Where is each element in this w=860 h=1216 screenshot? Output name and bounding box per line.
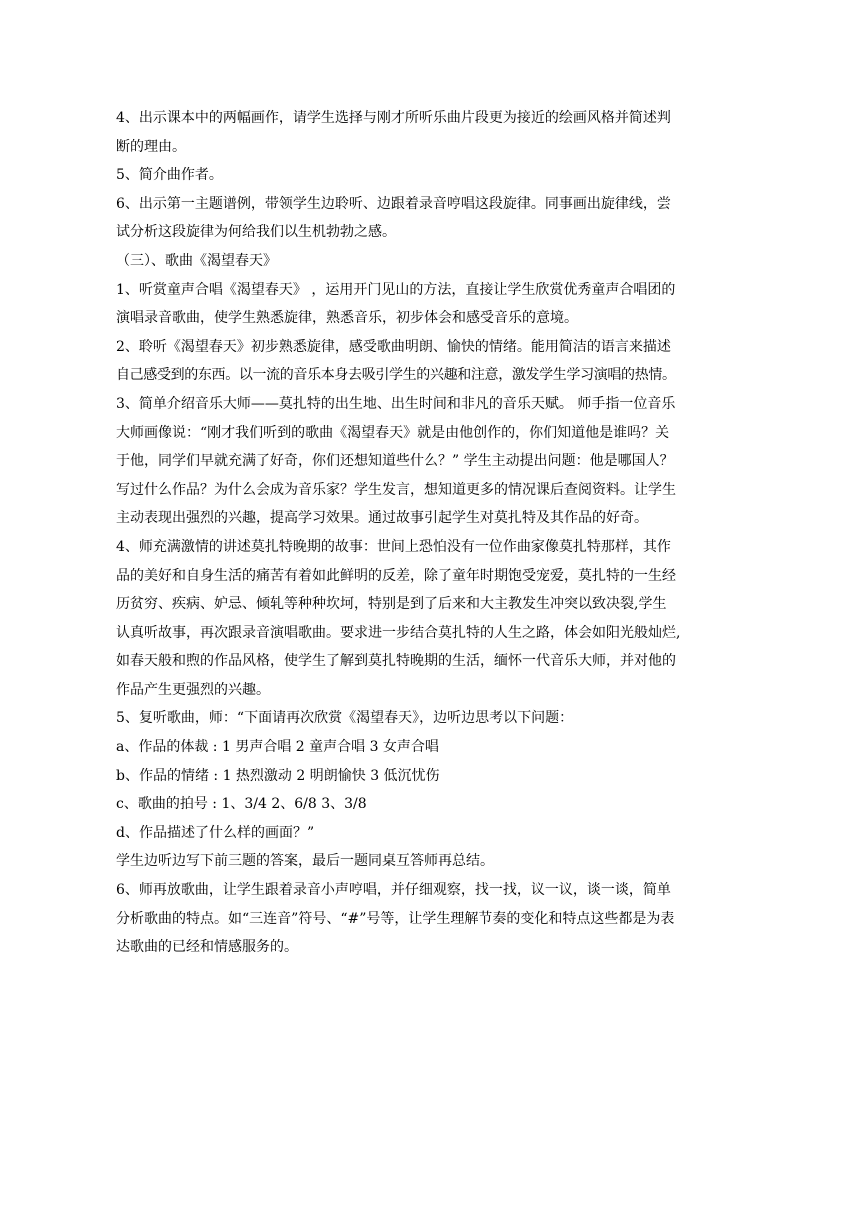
text-line: 6、师再放歌曲，让学生跟着录音小声哼唱，并仔细观察，找一找，议一议，谈一谈，简单: [116, 882, 671, 899]
text-line: 5、简介曲作者。: [116, 167, 223, 184]
text-line: 认真听故事，再次跟录音演唱歌曲。要求进一步结合莫扎特的人生之路，体会如阳光般灿烂,: [116, 624, 681, 641]
document-page: [116, 104, 736, 962]
question-option-line: a、作品的体裁 : 1 男声合唱 2 童声合唱 3 女声合唱: [116, 739, 439, 756]
text-line: 1、听赏童声合唱《渴望春天》 ，运用开门见山的方法，直接让学生欣赏优秀童声合唱团的: [116, 281, 676, 298]
text-line: 品的美好和自身生活的痛苦有着如此鲜明的反差，除了童年时期饱受宠爱，莫扎特的一生经: [116, 567, 676, 584]
text-line: 大师画像说：“刚才我们听到的歌曲《渴望春天》就是由他创作的，你们知道他是谁吗？关: [116, 424, 670, 441]
text-line: 自己感受到的东西。以一流的音乐本身去吸引学生的兴趣和注意，激发学生学习演唱的热情。: [116, 367, 676, 384]
question-option-line: c、歌曲的拍号 : 1、3/4 2、6/8 3、3/8: [116, 796, 367, 813]
text-line: 断的理由。: [116, 138, 186, 155]
text-line: 2、聆听《渴望春天》初步熟悉旋律，感受歌曲明朗、愉快的情绪。能用简洁的语言来描述: [116, 338, 671, 355]
text-line: 演唱录音歌曲，使学生熟悉旋律，熟悉音乐，初步体会和感受音乐的意境。: [116, 310, 578, 327]
text-line: 作品产生更强烈的兴趣。: [116, 681, 270, 698]
text-line: 历贫穷、疾病、妒忌、倾轧等种种坎坷，特别是到了后来和大主教发生冲突以致决裂,学生: [116, 596, 667, 613]
text-line: 写过什么作品？为什么会成为音乐家？学生发言，想知道更多的情况课后查阅资料。让学生: [116, 481, 676, 498]
text-line: 3、简单介绍音乐大师——莫扎特的出生地、出生时间和非凡的音乐天赋。 师手指一位音乐: [116, 395, 676, 412]
text-line: 学生边听边写下前三题的答案，最后一题同桌互答师再总结。: [116, 853, 494, 870]
text-line: 如春天般和煦的作品风格，使学生了解到莫扎特晚期的生活，缅怀一代音乐大师，并对他的: [116, 653, 676, 670]
question-option-line: b、作品的情绪 : 1 热烈激动 2 明朗愉快 3 低沉忧伤: [116, 767, 440, 784]
text-line: 5、复听歌曲，师：“下面请再次欣赏《渴望春天》，边听边思考以下问题：: [116, 710, 574, 727]
text-line: 试分析这段旋律为何给我们以生机勃勃之感。: [116, 224, 396, 241]
text-line: 4、师充满激情的讲述莫扎特晚期的故事：世间上恐怕没有一位作曲家像莫扎特那样，其作: [116, 538, 671, 555]
section-heading: （三）、歌曲《渴望春天》: [116, 252, 277, 269]
text-line: 于他，同学们早就充满了好奇，你们还想知道些什么？” 学生主动提出问题：他是哪国人？: [116, 453, 674, 470]
question-option-line: d、作品描述了什么样的画面？”: [116, 824, 315, 841]
text-line: 4、出示课本中的两幅画作，请学生选择与刚才所听乐曲片段更为接近的绘画风格并简述判: [116, 110, 671, 126]
text-line: 6、出示第一主题谱例，带领学生边聆听、边跟着录音哼唱这段旋律。同事画出旋律线，尝: [116, 195, 671, 212]
text-line: 达歌曲的已经和情感服务的。: [116, 939, 298, 956]
text-line: 分析歌曲的特点。如“三连音”符号、“#”号等，让学生理解节奏的变化和特点这些都是为表: [116, 910, 675, 927]
text-line: 主动表现出强烈的兴趣，提高学习效果。通过故事引起学生对莫扎特及其作品的好奇。: [116, 510, 648, 527]
